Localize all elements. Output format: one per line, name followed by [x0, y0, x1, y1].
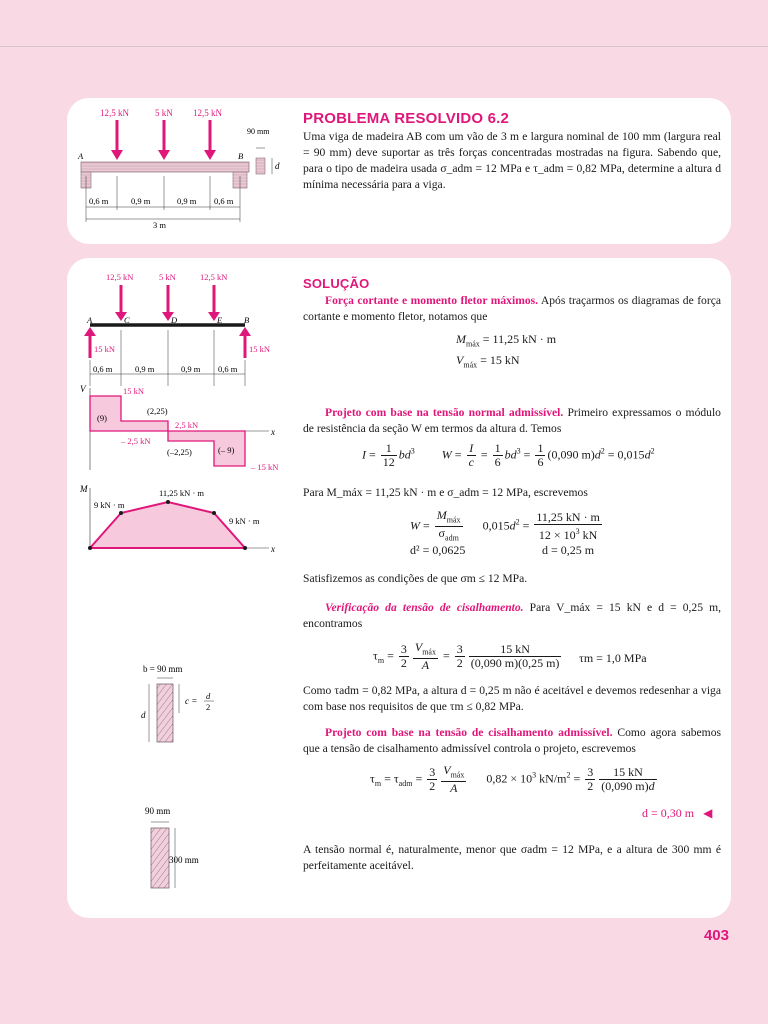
- point-label: B: [244, 315, 250, 325]
- equation-inertia: I = $\frac{1}{12}$ $bd^3$ W = $\frac{I}{c}$ = $\frac{1}{6}$ $bd^3$ = $\frac{1}{6}$ (0,090 $m)d^2 = 0,015d^2$: [362, 441, 655, 469]
- paragraph-heading: Força cortante e momento fletor máximos.: [325, 294, 539, 307]
- section-height-label: d: [141, 710, 146, 720]
- shear-label: 15 kN: [123, 386, 145, 396]
- paragraph-text: Primeiro expressamos o módulo de resistência da seção W em termos da altura d. Temos: [303, 406, 721, 435]
- page-number: 403: [703, 927, 729, 944]
- c-label: 2: [206, 702, 211, 712]
- load-label: 12,5 kN: [200, 272, 228, 282]
- load-label: 12,5 kN: [100, 108, 129, 118]
- load-label: 5 kN: [155, 108, 173, 118]
- moment-label: 9 kN · m: [94, 500, 125, 510]
- load-arrow: [158, 120, 170, 160]
- paragraph-text: Como agora sabemos que a tensão de cisalhamento admissível controla o projeto, escrevemos: [303, 726, 721, 755]
- point-label: C: [124, 315, 130, 325]
- load-label: 12,5 kN: [193, 108, 222, 118]
- cross-section-b: [135, 662, 235, 752]
- equation-vmax: $V_{máx} = 15$ kN: [456, 353, 520, 370]
- reaction-label: 15 kN: [249, 344, 271, 354]
- span-label: 0,6 m: [218, 364, 238, 374]
- load-label: 12,5 kN: [106, 272, 134, 282]
- point-label: D: [171, 315, 178, 325]
- point-a: A: [78, 151, 84, 161]
- problem-statement: Uma viga de madeira AB com um vão de 3 m e largura nominal de 100 mm (largura real = 90 mm) deve suportar as três forças concentradas mostradas na figura. Sabendo que, para o tipo de madeira usada σ_adm = 12 MPa e τ_adm = 0,82 MPa, determine a altura d mínima necessária para a viga.: [303, 130, 721, 191]
- paragraph-heading: Projeto com base na tensão de cisalhamento admissível.: [325, 726, 613, 739]
- section-width-label: b = 90 mm: [143, 664, 183, 674]
- problem-title: PROBLEMA RESOLVIDO 6.2: [303, 110, 510, 127]
- final-answer: [642, 806, 712, 821]
- paragraph-text: Para V_máx = 15 kN e d = 0,25 m, encontramos: [303, 601, 722, 630]
- top-rule: [0, 46, 768, 47]
- shear-label: (–2,25): [167, 447, 192, 457]
- section-height-label: 300 mm: [169, 855, 199, 865]
- paragraph-normal-stress: [303, 405, 721, 437]
- load-label: 5 kN: [159, 272, 176, 282]
- load-arrow: [204, 120, 216, 160]
- paragraph-satisfied: Satisfizemos as condições de que σm ≤ 12 MPa.: [303, 572, 528, 585]
- equation-section-modulus: W = $\frac{M_{máx}}{\sigma_{adm}}$ $0,015d^2$ = $\frac{11,25 kN \cdot m}{12 \times 10^3 kN}$: [410, 508, 600, 543]
- c-label: c =: [185, 696, 198, 706]
- paragraph-for-m: Para M_máx = 11,25 kN · m e σ_adm = 12 MPa, escrevemos: [303, 486, 588, 499]
- shear-moment-diagrams: [79, 268, 299, 558]
- moment-axis-label: M: [80, 484, 88, 494]
- answer-value: d = 0,30 m: [642, 806, 695, 820]
- shear-label: (– 9): [218, 445, 235, 455]
- shear-label: (2,25): [147, 406, 168, 416]
- equation-d-squared: d² = 0,0625: [410, 543, 466, 557]
- paragraph-heading: Verificação da tensão de cisalhamento.: [325, 601, 524, 614]
- span-label: 0,9 m: [181, 364, 201, 374]
- answer-marker-icon: ◀: [703, 806, 713, 820]
- point-b: B: [238, 151, 244, 161]
- paragraph-conclusion: A tensão normal é, naturalmente, menor que σadm = 12 MPa, e a altura de 300 mm é perfeitamente aceitável.: [303, 843, 721, 872]
- equation-mmax: $M_{máx} = 11,25$ kN · m: [456, 332, 557, 349]
- paragraph-forces: [303, 293, 721, 325]
- section-width-label: 90 mm: [145, 806, 171, 816]
- solution-title: SOLUÇÃO: [303, 276, 370, 291]
- equation-value: = 15 kN: [480, 353, 520, 367]
- problem-card: [67, 98, 731, 244]
- equation-tau-result: τm = 1,0 MPa: [579, 651, 647, 665]
- d-label: d: [275, 161, 280, 171]
- paragraph-shear-design: [303, 725, 721, 757]
- span-label: 0,9 m: [131, 196, 151, 206]
- equation-d: d = 0,25 m: [542, 543, 595, 557]
- span-label: 0,6 m: [214, 196, 234, 206]
- moment-label: 11,25 kN · m: [159, 488, 205, 498]
- shear-label: 2,5 kN: [175, 420, 199, 430]
- moment-label: 9 kN · m: [229, 516, 260, 526]
- reaction-label: 15 kN: [94, 344, 116, 354]
- span-label: 0,6 m: [89, 196, 109, 206]
- point-label: A: [87, 315, 93, 325]
- span-label: 0,6 m: [93, 364, 113, 374]
- load-arrow: [111, 120, 123, 160]
- span-label: 0,9 m: [135, 364, 155, 374]
- shear-axis-label: V: [80, 384, 86, 394]
- equation-tau: $\tau_m$ = $\frac{3}{2}$ $\frac{V_{máx}}{A}$ = $\frac{3}{2}$ $\frac{15 kN}{(0,090 m)(0,25 m)}$: [373, 640, 560, 673]
- paragraph-text: Após traçarmos os diagramas de força cortante e momento fletor, notamos que: [303, 294, 721, 323]
- cross-section: [256, 158, 265, 174]
- problem-beam-figure: [75, 104, 305, 244]
- paragraph-heading: Projeto com base na tensão normal admissível.: [325, 406, 564, 419]
- shear-label: (9): [97, 413, 107, 423]
- span-label: 0,9 m: [177, 196, 197, 206]
- solution-card: [67, 258, 731, 918]
- paragraph-not-acceptable: Como τadm = 0,82 MPa, a altura d = 0,25 m não é aceitável e devemos redesenhar a viga com base nos requisitos de que τm ≤ 0,82 MPa.: [303, 684, 721, 713]
- c-label: d: [206, 691, 211, 701]
- point-label: E: [217, 315, 223, 325]
- x-axis-label: x: [271, 427, 275, 437]
- x-axis-label: x: [271, 544, 275, 554]
- width-label: 90 mm: [247, 127, 270, 136]
- equation-tau-adm: $\tau_m = \tau_{adm}$ = $\frac{3}{2}$ $\frac{V_{máx}}{A}$ $0,82 \times 10^3$ $kN/m^2$ = $\frac{3}{2}$ $\frac{15 kN}{(0,090 m)d}$: [370, 763, 655, 796]
- paragraph-shear-check: [303, 600, 721, 632]
- shear-label: – 15 kN: [251, 462, 279, 472]
- wooden-beam: [81, 162, 249, 172]
- shear-label: – 2,5 kN: [121, 436, 151, 446]
- cross-section-final: [137, 804, 237, 894]
- equation-value: = 11,25 kN · m: [482, 332, 557, 346]
- total-span-label: 3 m: [153, 220, 166, 230]
